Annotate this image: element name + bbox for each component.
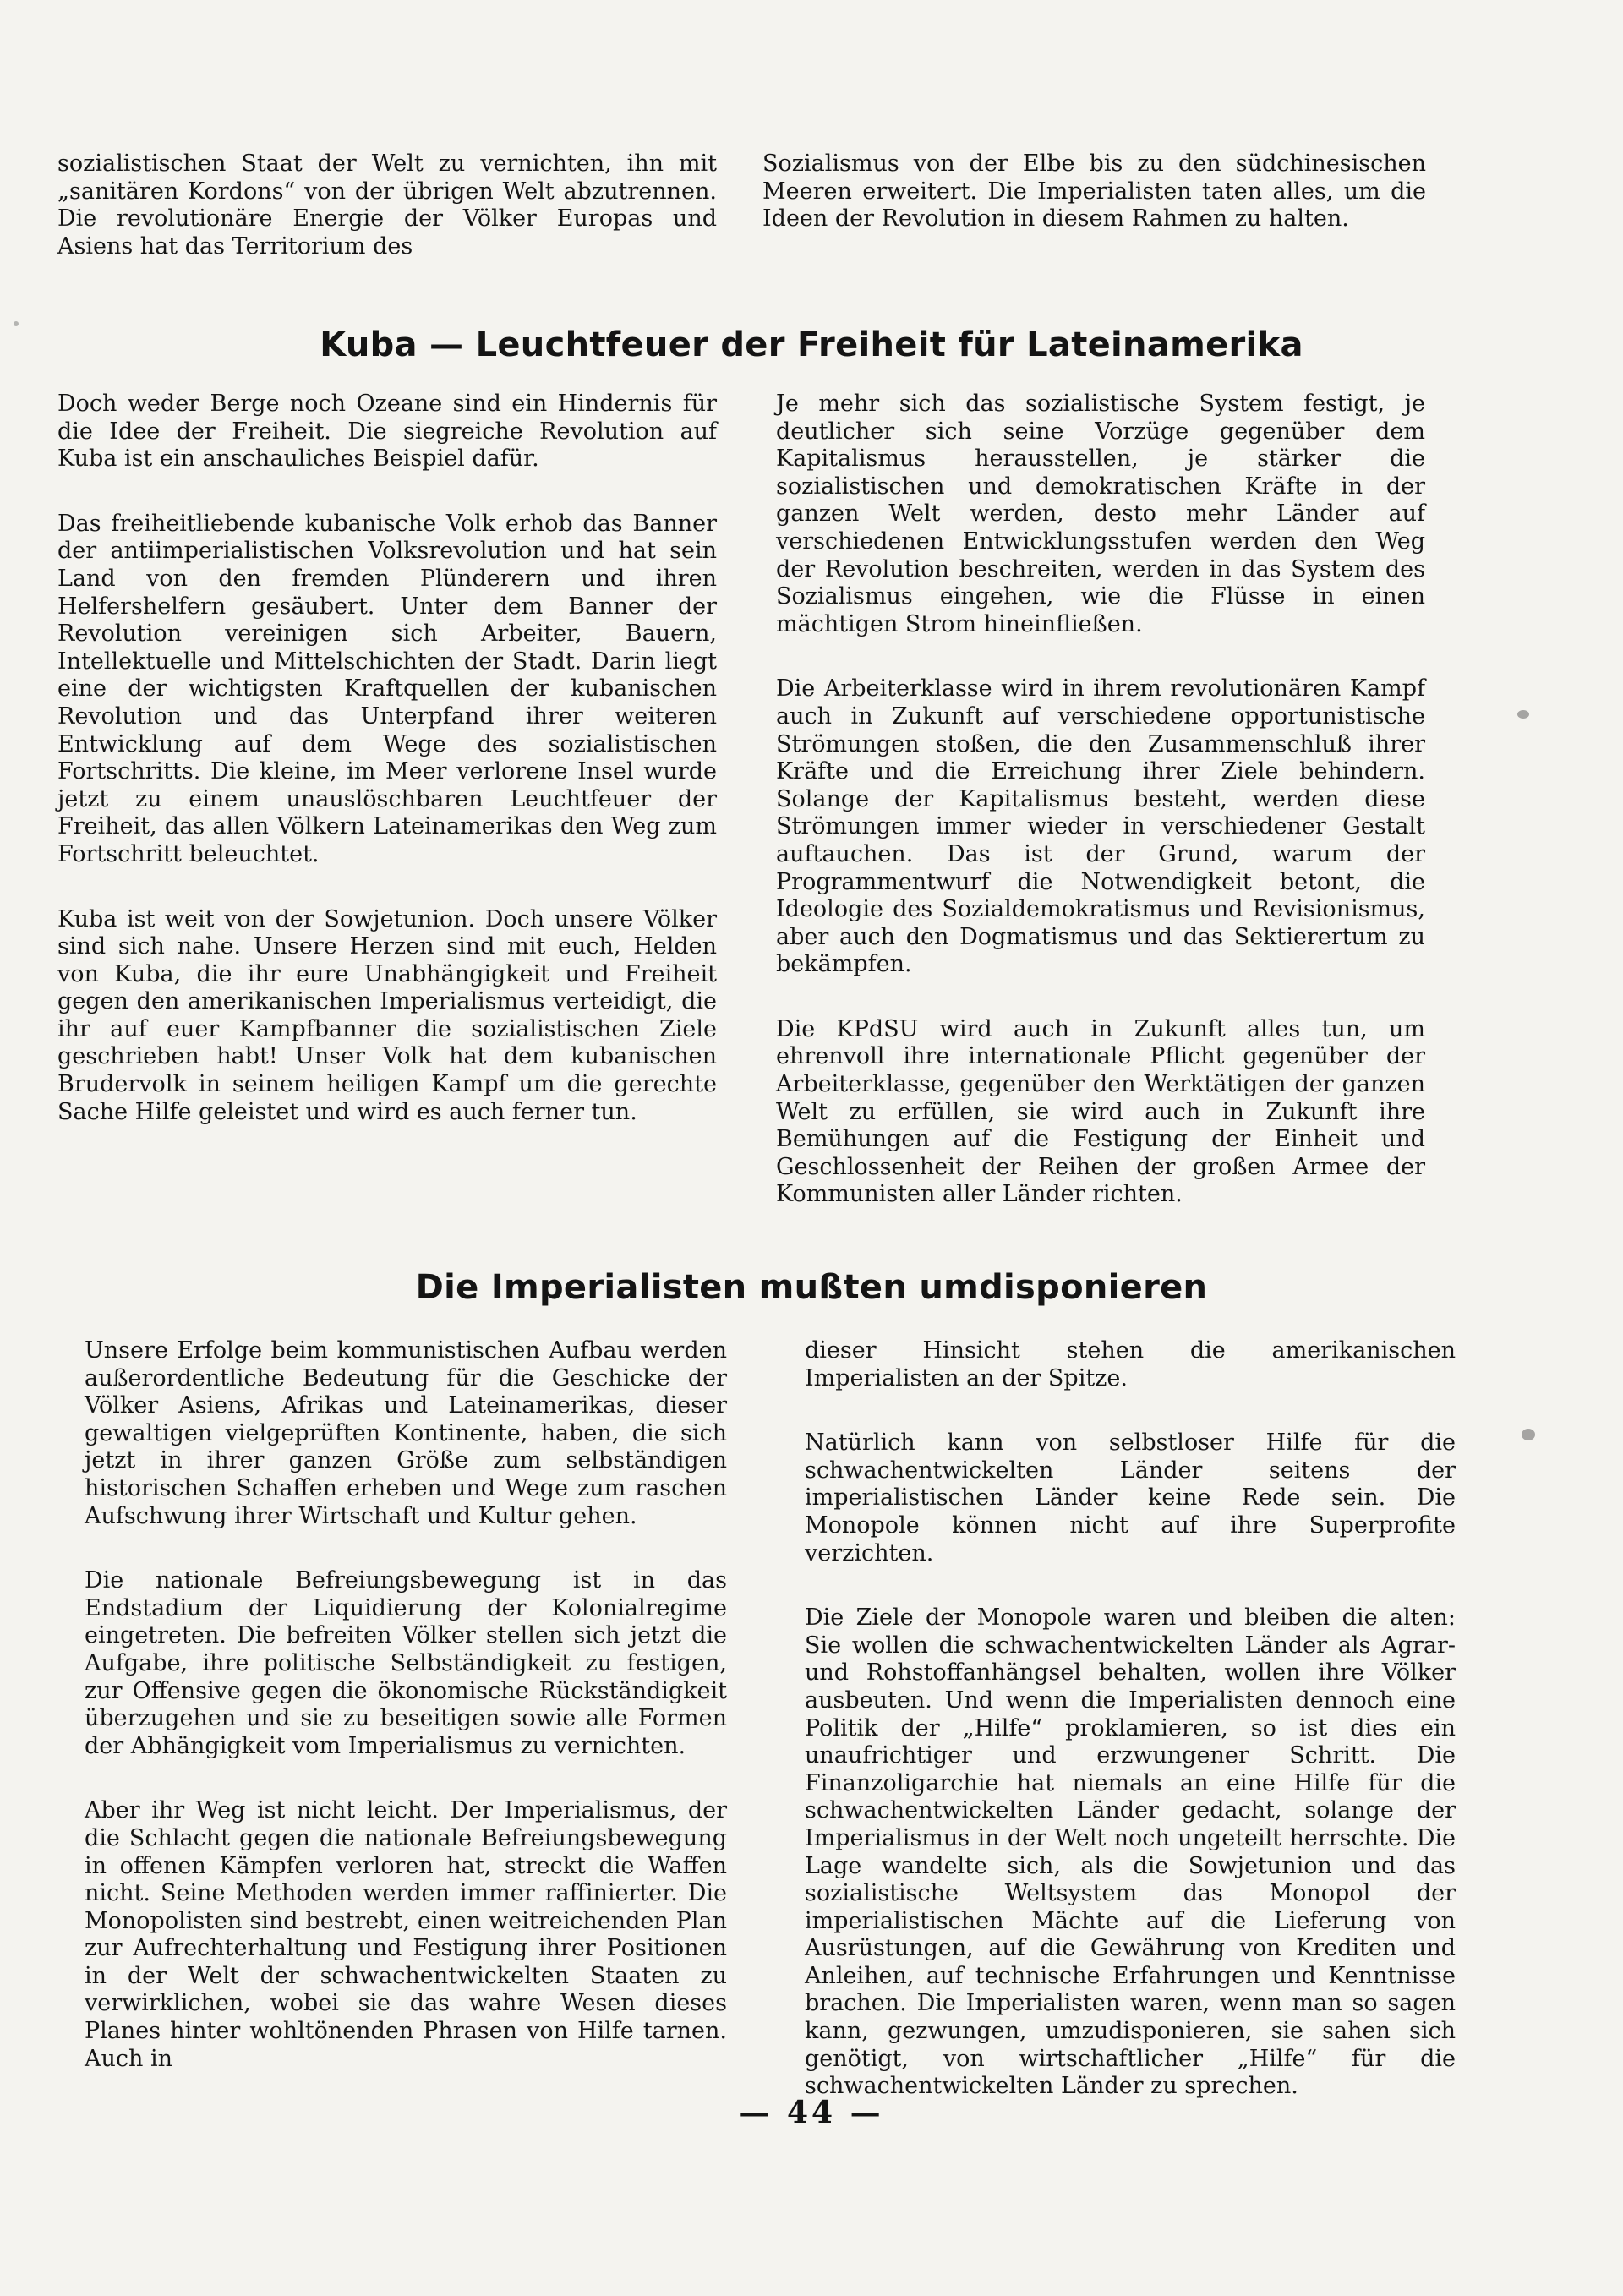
paragraph: Doch weder Berge noch Ozeane sind ein Hindernis für die Idee der Freiheit. Die siegreiche Revolution auf Kuba ist ein anschauliches Beispiel dafür. [57,391,717,473]
paragraph: Sozialismus von der Elbe bis zu den südchinesischen Meeren erweitert. Die Imperialisten taten alles, um die Ideen der Revolution in diesem Rahmen zu halten. [762,150,1426,232]
paragraph: dieser Hinsicht stehen die amerikanischen Imperialisten an der Spitze. [805,1337,1456,1391]
section-heading-imperialisten: Die Imperialisten mußten umdisponieren [415,1268,1208,1307]
paragraph: Aber ihr Weg ist nicht leicht. Der Imperialismus, der die Schlacht gegen die nationale Befreiungsbewegung in offenen Kämpfen verloren hat, streckt die Waffen nicht. Seine Methoden werden immer raffinierter. Die Monopolisten sind bestrebt, einen weitreichenden Plan zur Aufrechterhaltung und Festigung ihrer Positionen in der Welt der schwachentwickelten Staaten zu verwirklichen, wobei sie das wahre Wesen dieses Planes hinter wohltönenden Phrasen von Hilfe tarnen. Auch in [85,1797,727,2072]
section1-left-column [57,391,717,1126]
page-number: — 44 — [739,2095,884,2130]
section-heading-kuba: Kuba — Leuchtfeuer der Freiheit für Lateinamerika [320,325,1303,364]
paragraph: Die Ziele der Monopole waren und bleiben die alten: Sie wollen die schwachentwickelten Länder als Agrar- und Rohstoffanhängsel behalten, wollen ihre Völker ausbeuten. Und wenn die Imperialisten dennoch eine Politik der „Hilfe“ proklamieren, so ist dies ein unaufrichtiger und erzwungener Schritt. Die Finanzoligarchie hat niemals an eine Hilfe für die schwachentwickelten Länder gedacht, solange der Imperialismus in der Welt noch ungeteilt herrschte. Die Lage wandelte sich, als die Sowjetunion und das sozialistische Weltsystem das Monopol der imperialistischen Mächte auf die Lieferung von Ausrüstungen, auf die Gewährung von Krediten und Anleihen, auf technische Erfahrungen und Kenntnisse brachen. Die Imperialisten waren, wenn man so sagen kann, gezwungen, umzudisponieren, sie sahen sich genötigt, von wirtschaftlicher „Hilfe“ für die schwachentwickelten Länder zu sprechen. [805,1604,1456,2100]
paragraph: sozialistischen Staat der Welt zu vernichten, ihn mit „sanitären Kordons“ von der übrigen Welt abzutrennen. Die revolutionäre Energie der Völker Europas und Asiens hat das Territorium des [57,150,717,260]
paragraph: Unsere Erfolge beim kommunistischen Aufbau werden außerordentliche Bedeutung für die Geschicke der Völker Asiens, Afrikas und Lateinamerikas, dieser gewaltigen vielgeprüften Kontinente, haben, die sich jetzt in ihrer ganzen Größe zum selbständigen historischen Schaffen erheben und Wege zum raschen Aufschwung ihrer Wirtschaft und Kultur gehen. [85,1337,727,1529]
paragraph: Natürlich kann von selbstloser Hilfe für die schwachentwickelten Länder seitens der imperialistischen Länder keine Rede sein. Die Monopole können nicht auf ihre Superprofite verzichten. [805,1430,1456,1566]
section2-right-column [805,1337,1456,2101]
paragraph: Das freiheitliebende kubanische Volk erhob das Banner der antiimperialistischen Volksrevolution und hat sein Land von den fremden Plünderern und ihren Helfershelfern gesäubert. Unter dem Banner der Revolution vereinigen sich Arbeiter, Bauern, Intellektuelle und Mittelschichten der Stadt. Darin liegt eine der wichtigsten Kraftquellen der kubanischen Revolution und das Unterpfand ihrer weiteren Entwicklung auf dem Wege des sozialistischen Fortschritts. Die kleine, im Meer verlorene Insel wurde jetzt zu einem unauslöschbaren Leuchtfeuer der Freiheit, das allen Völkern Lateinamerikas den Weg zum Fortschritt beleuchtet. [57,510,717,867]
paragraph: Je mehr sich das sozialistische System festigt, je deutlicher sich seine Vorzüge gegenüber dem Kapitalismus herausstellen, je stärker die sozialistischen und demokratischen Kräfte in der ganzen Welt werden, desto mehr Länder auf verschiedenen Entwicklungsstufen werden den Weg der Revolution beschreiten, werden in das System des Sozialismus eingehen, wie die Flüsse in einen mächtigen Strom hineinfließen. [776,391,1425,637]
section2-left-column [85,1337,727,2073]
paragraph: Die nationale Befreiungsbewegung ist in das Endstadium der Liquidierung der Kolonialregime eingetreten. Die befreiten Völker stellen sich jetzt die Aufgabe, ihre politische Selbständigkeit zu festigen, zur Offensive gegen die ökonomische Rückständigkeit überzugehen und sie zu beseitigen sowie alle Formen der Abhängigkeit vom Imperialismus zu vernichten. [85,1567,727,1759]
scan-speck [1517,710,1529,719]
top-left-column [57,150,717,260]
section1-right-column [776,391,1425,1209]
paragraph: Die KPdSU wird auch in Zukunft alles tun, um ehrenvoll ihre internationale Pflicht gegenüber der Arbeiterklasse, gegenüber den Werktätigen der ganzen Welt zu erfüllen, sie wird auch in Zukunft ihre Bemühungen auf die Festigung der Einheit und Geschlossenheit der Reihen der großen Armee der Kommunisten aller Länder richten. [776,1015,1425,1208]
scan-speck [1522,1429,1535,1440]
scan-speck [14,321,19,326]
paragraph: Die Arbeiterklasse wird in ihrem revolutionären Kampf auch in Zukunft auf verschiedene opportunistische Strömungen stoßen, die den Zusammenschluß ihrer Kräfte und die Erreichung ihrer Ziele behindern. Solange der Kapitalismus besteht, werden diese Strömungen immer wieder in verschiedener Gestalt auftauchen. Das ist der Grund, warum der Programmentwurf die Notwendigkeit betont, die Ideologie des Sozialdemokratismus und Revisionismus, aber auch den Dogmatismus und das Sektierertum zu bekämpfen. [776,675,1425,978]
top-right-column [762,150,1426,233]
paragraph: Kuba ist weit von der Sowjetunion. Doch unsere Völker sind sich nahe. Unsere Herzen sind mit euch, Helden von Kuba, die ihr eure Unabhängigkeit und Freiheit gegen den amerikanischen Imperialismus verteidigt, die ihr auf euer Kampfbanner die sozialistischen Ziele geschrieben habt! Unser Volk hat dem kubanischen Brudervolk in seinem heiligen Kampf um die gerechte Sache Hilfe geleistet und wird es auch ferner tun. [57,905,717,1125]
